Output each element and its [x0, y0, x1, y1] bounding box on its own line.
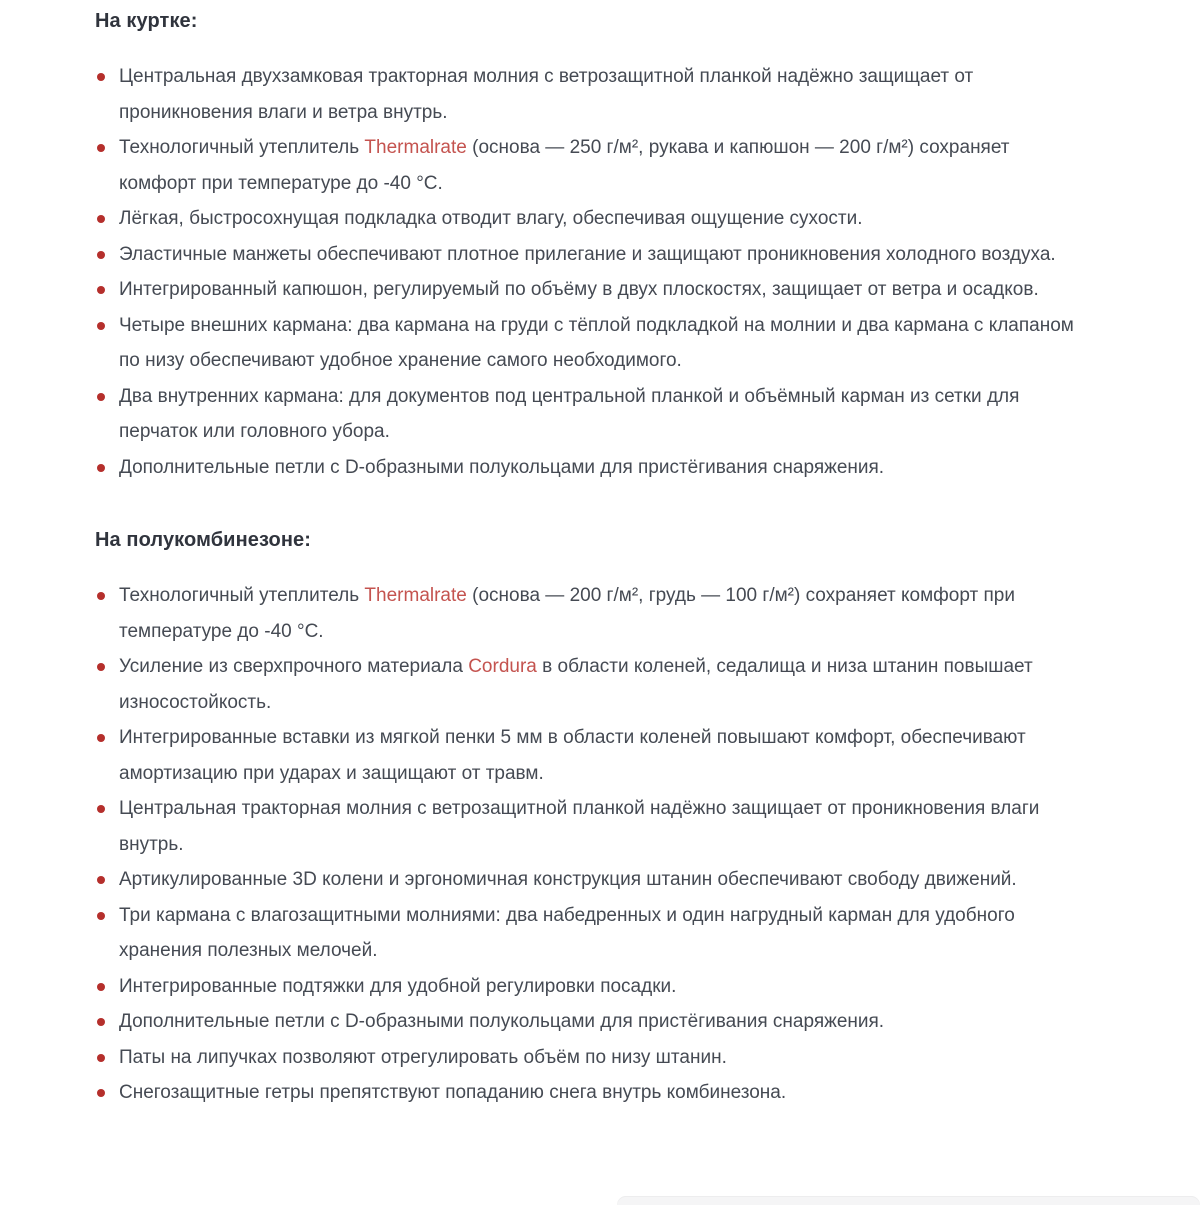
- feature-text: в области коленей, седалища и низа штанин повышает износостойкость.: [119, 656, 1033, 713]
- bullet-icon: [97, 286, 105, 294]
- brand-link-cordura[interactable]: Cordura: [468, 656, 537, 677]
- feature-item: [95, 862, 1085, 898]
- feature-item: [95, 791, 1085, 862]
- feature-item: [95, 969, 1085, 1005]
- bullet-icon: [97, 215, 105, 223]
- section-bib-overalls: [95, 527, 1085, 1111]
- feature-text: Дополнительные петли с D-образными полукольцами для пристёгивания снаряжения.: [119, 1011, 885, 1032]
- bullet-icon: [97, 663, 105, 671]
- bullet-icon: [97, 251, 105, 259]
- feature-text: (основа — 200 г/м², грудь — 100 г/м²) сохраняет комфорт при температуре до -40 °C.: [119, 585, 1015, 642]
- bullet-icon: [97, 1018, 105, 1026]
- feature-item: [95, 1040, 1085, 1076]
- bullet-icon: [97, 592, 105, 600]
- brand-link-thermalrate[interactable]: Thermalrate: [364, 585, 467, 606]
- feature-item: [95, 379, 1085, 450]
- feature-item: [95, 649, 1085, 720]
- bullet-icon: [97, 73, 105, 81]
- bib-overalls-heading: На полукомбинезоне:: [95, 529, 311, 551]
- feature-text: Артикулированные 3D колени и эргономичная конструкция штанин обеспечивают свободу движений.: [119, 869, 1017, 890]
- bullet-icon: [97, 464, 105, 472]
- feature-text: Интегрированные подтяжки для удобной регулировки посадки.: [119, 975, 677, 997]
- next-section-panel-top-edge: [617, 1196, 1200, 1205]
- feature-item: [95, 308, 1085, 379]
- feature-text: Центральная тракторная молния с ветрозащитной планкой надёжно защищает от проникновения влаги внутрь.: [119, 798, 1040, 855]
- feature-text: Центральная двухзамковая тракторная молния с ветрозащитной планкой надёжно защищает от проникновения влаги и ветра внутрь.: [119, 66, 974, 123]
- bullet-icon: [97, 393, 105, 401]
- feature-item: [95, 130, 1085, 201]
- feature-item: [95, 201, 1085, 237]
- feature-text: Интегрированные вставки из мягкой пенки 5 мм в области коленей повышают комфорт, обеспечивают амортизацию при ударах и защищают от травм.: [119, 727, 1026, 784]
- feature-text: Технологичный утеплитель: [119, 585, 365, 606]
- bullet-icon: [97, 1089, 105, 1097]
- feature-item: [95, 720, 1085, 791]
- bullet-icon: [97, 912, 105, 920]
- bullet-icon: [97, 322, 105, 330]
- feature-text: Технологичный утеплитель: [119, 137, 365, 158]
- feature-text: Дополнительные петли с D-образными полукольцами для пристёгивания снаряжения.: [119, 456, 885, 478]
- bullet-icon: [97, 805, 105, 813]
- jacket-heading: На куртке:: [95, 10, 198, 32]
- feature-text: Паты на липучках позволяют отрегулировать объём по низу штанин.: [119, 1046, 727, 1068]
- feature-text: Четыре внешних кармана: два кармана на груди с тёплой подкладкой на молнии и два кармана с клапаном по низу обеспечивают удобное хранение самого необходимого.: [119, 314, 1074, 371]
- bullet-icon: [97, 1054, 105, 1062]
- feature-text: (основа — 250 г/м², рукава и капюшон — 200 г/м²) сохраняет комфорт при температуре до -40 °C.: [119, 137, 1010, 194]
- feature-item: [95, 578, 1085, 649]
- bullet-icon: [97, 876, 105, 884]
- feature-text: Три кармана с влагозащитными молниями: два набедренных и один нагрудный карман для удобного хранения полезных мелочей.: [119, 904, 1015, 961]
- jacket-feature-list: [95, 59, 1085, 485]
- bullet-icon: [97, 983, 105, 991]
- bullet-icon: [97, 734, 105, 742]
- feature-item: [95, 237, 1085, 273]
- bullet-icon: [97, 144, 105, 152]
- feature-item: [95, 272, 1085, 308]
- feature-item: [95, 450, 1085, 486]
- feature-text: Эластичные манжеты обеспечивают плотное прилегание и защищают проникновения холодного воздуха.: [119, 243, 1056, 265]
- feature-item: [95, 1075, 1085, 1111]
- feature-item: [95, 59, 1085, 130]
- feature-item: [95, 1004, 1085, 1040]
- feature-text: Интегрированный капюшон, регулируемый по объёму в двух плоскостях, защищает от ветра и осадков.: [119, 279, 1039, 300]
- feature-item: [95, 898, 1085, 969]
- feature-text: Усиление из сверхпрочного материала: [119, 656, 469, 677]
- bib-overalls-feature-list: [95, 578, 1085, 1111]
- feature-text: Лёгкая, быстросохнущая подкладка отводит влагу, обеспечивая ощущение сухости.: [119, 208, 863, 229]
- brand-link-thermalrate[interactable]: Thermalrate: [364, 137, 467, 158]
- feature-text: Снегозащитные гетры препятствуют попаданию снега внутрь комбинезона.: [119, 1082, 787, 1103]
- feature-text: Два внутренних кармана: для документов под центральной планкой и объёмный карман из сетки для перчаток или головного убора.: [119, 385, 1020, 442]
- section-jacket: [95, 8, 1085, 485]
